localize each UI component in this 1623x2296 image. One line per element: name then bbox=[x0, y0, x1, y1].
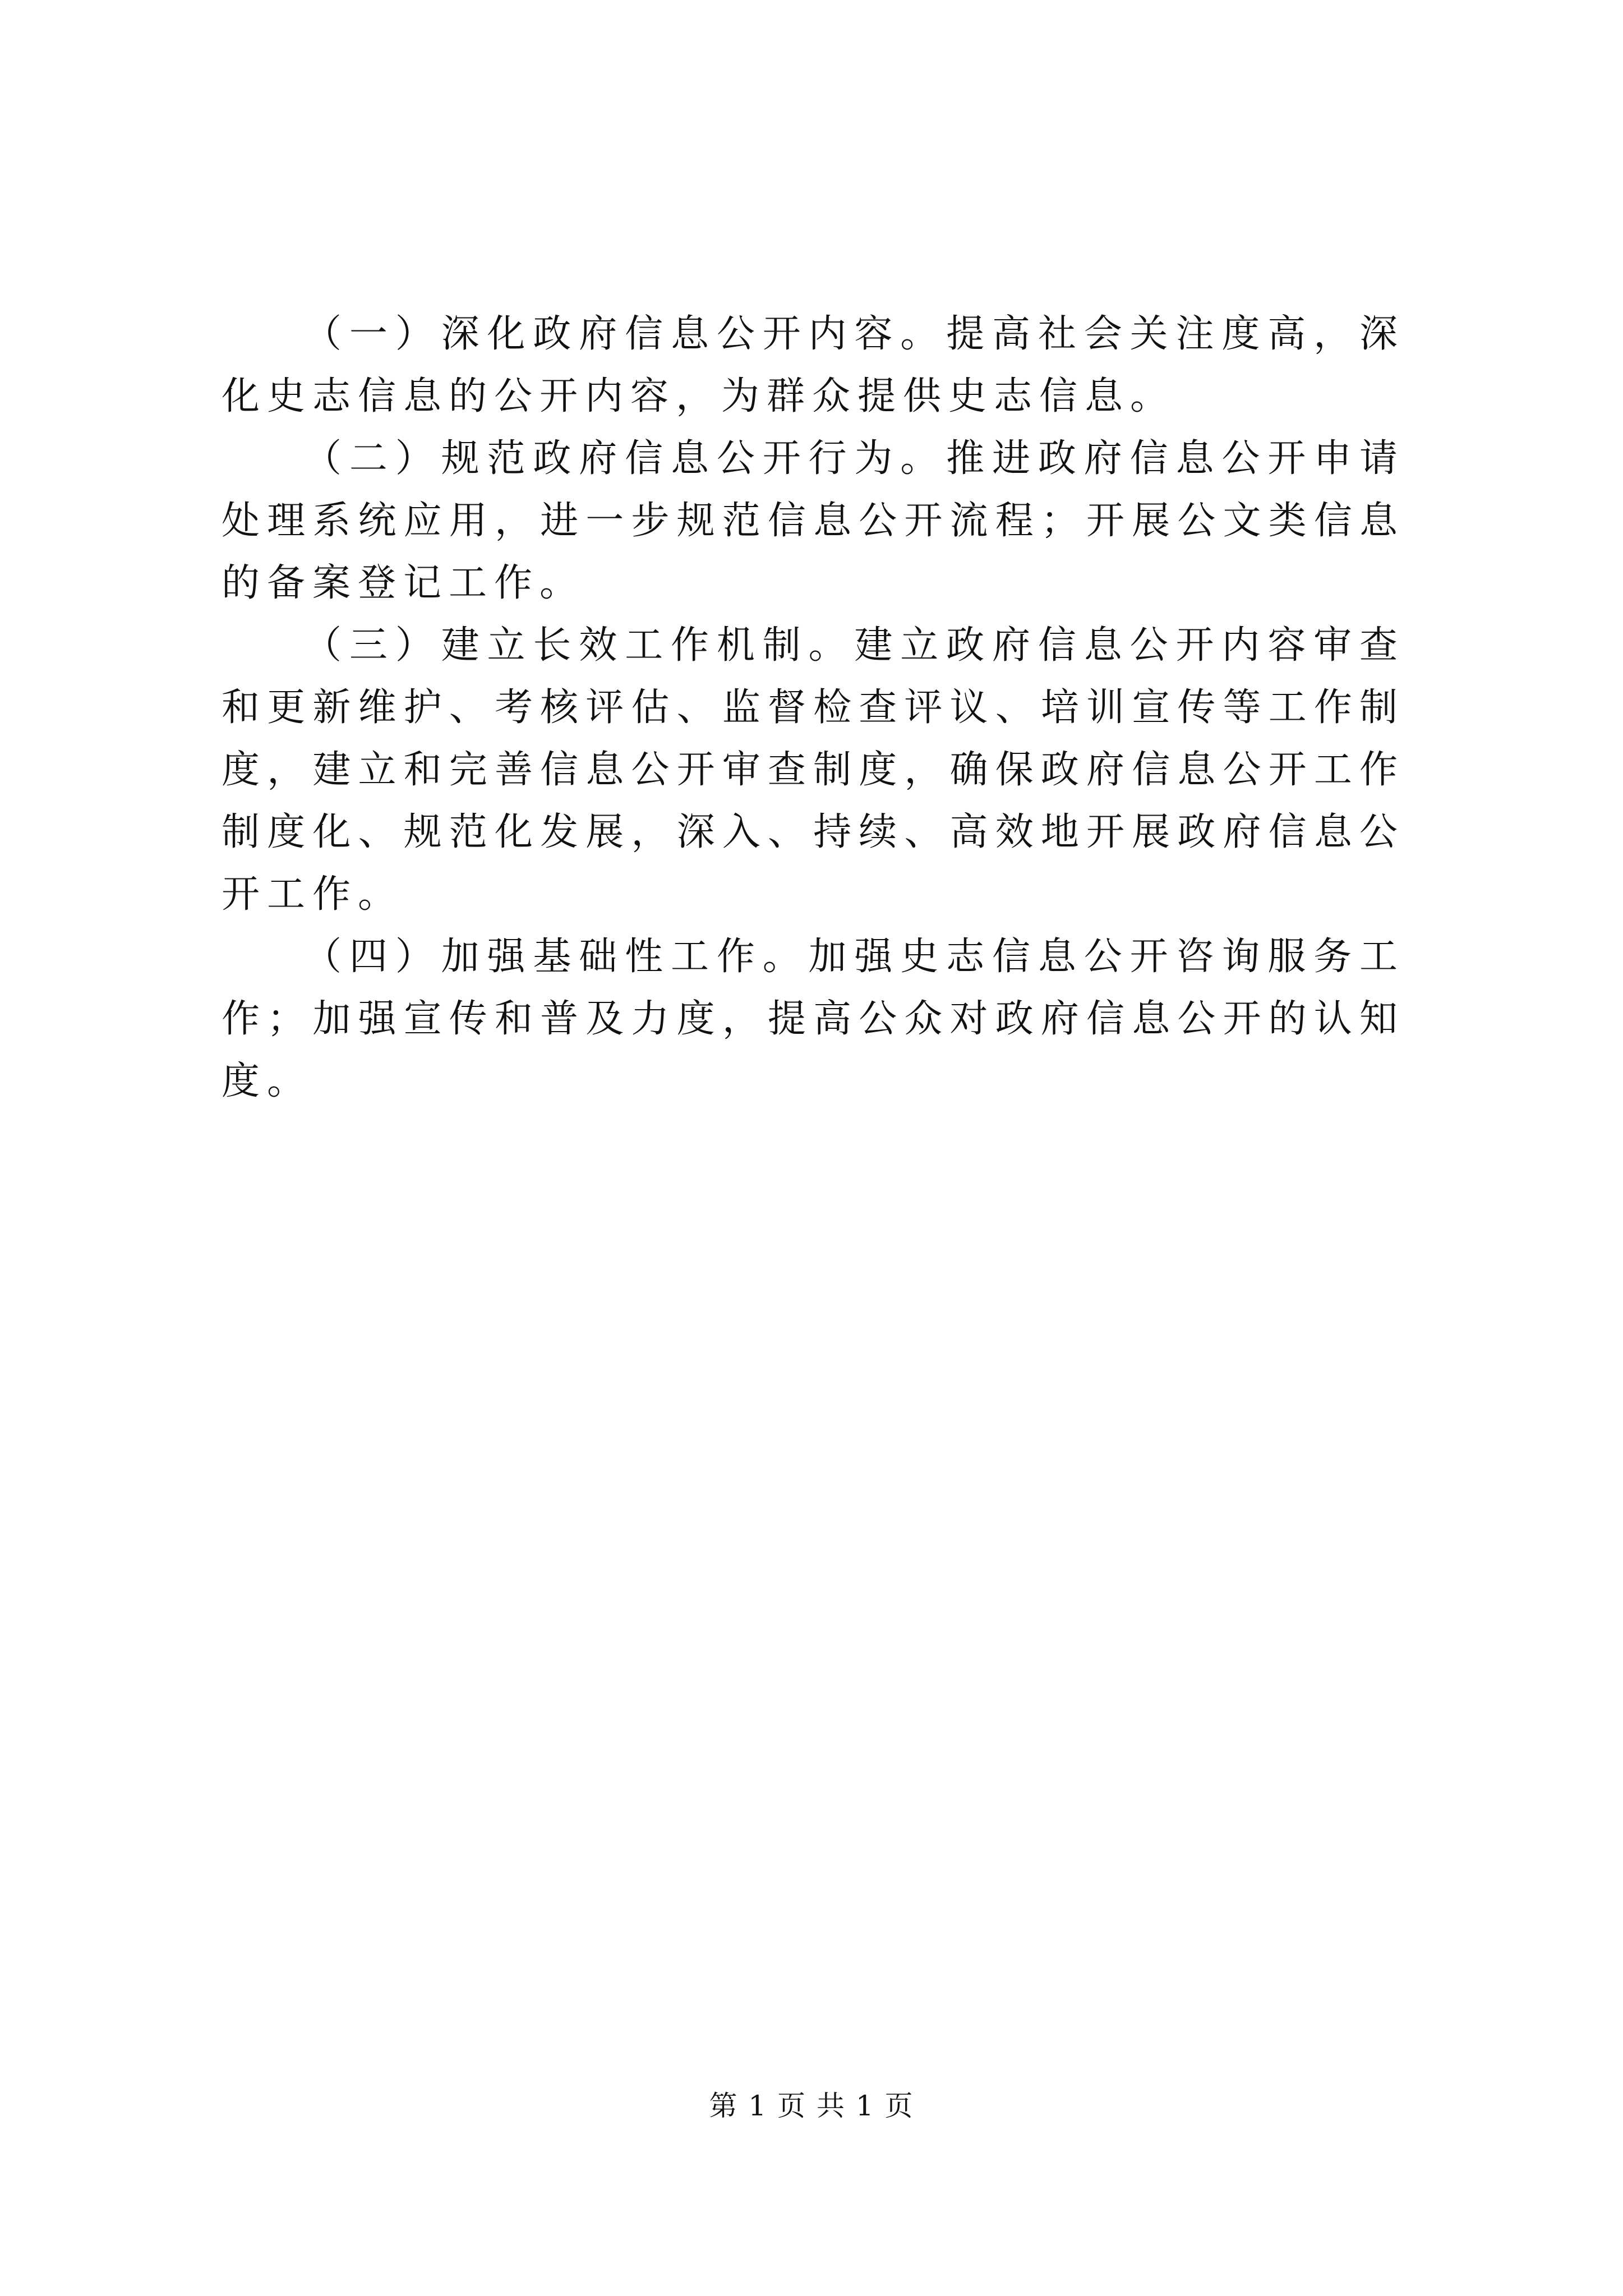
page-footer: 第 1 页 共 1 页 bbox=[709, 2090, 914, 2122]
paragraph-1: （一）深化政府信息公开内容。提高社会关注度高，深化史志信息的公开内容，为群众提供史志信息。 bbox=[222, 312, 1405, 418]
paragraph-3: （三）建立长效工作机制。建立政府信息公开内容审查和更新维护、考核评估、监督检查评议、培训宣传等工作制度，建立和完善信息公开审查制度，确保政府信息公开工作制度化、规范化发展，深入、持续、高效地开展政府信息公开工作。 bbox=[222, 623, 1405, 917]
paragraph-2: （二）规范政府信息公开行为。推进政府信息公开申请处理系统应用，进一步规范信息公开流程；开展公文类信息的备案登记工作。 bbox=[222, 436, 1405, 605]
paragraph-4: （四）加强基础性工作。加强史志信息公开咨询服务工作；加强宣传和普及力度，提高公众对政府信息公开的认知度。 bbox=[222, 935, 1405, 1103]
document-body bbox=[222, 303, 1405, 1112]
